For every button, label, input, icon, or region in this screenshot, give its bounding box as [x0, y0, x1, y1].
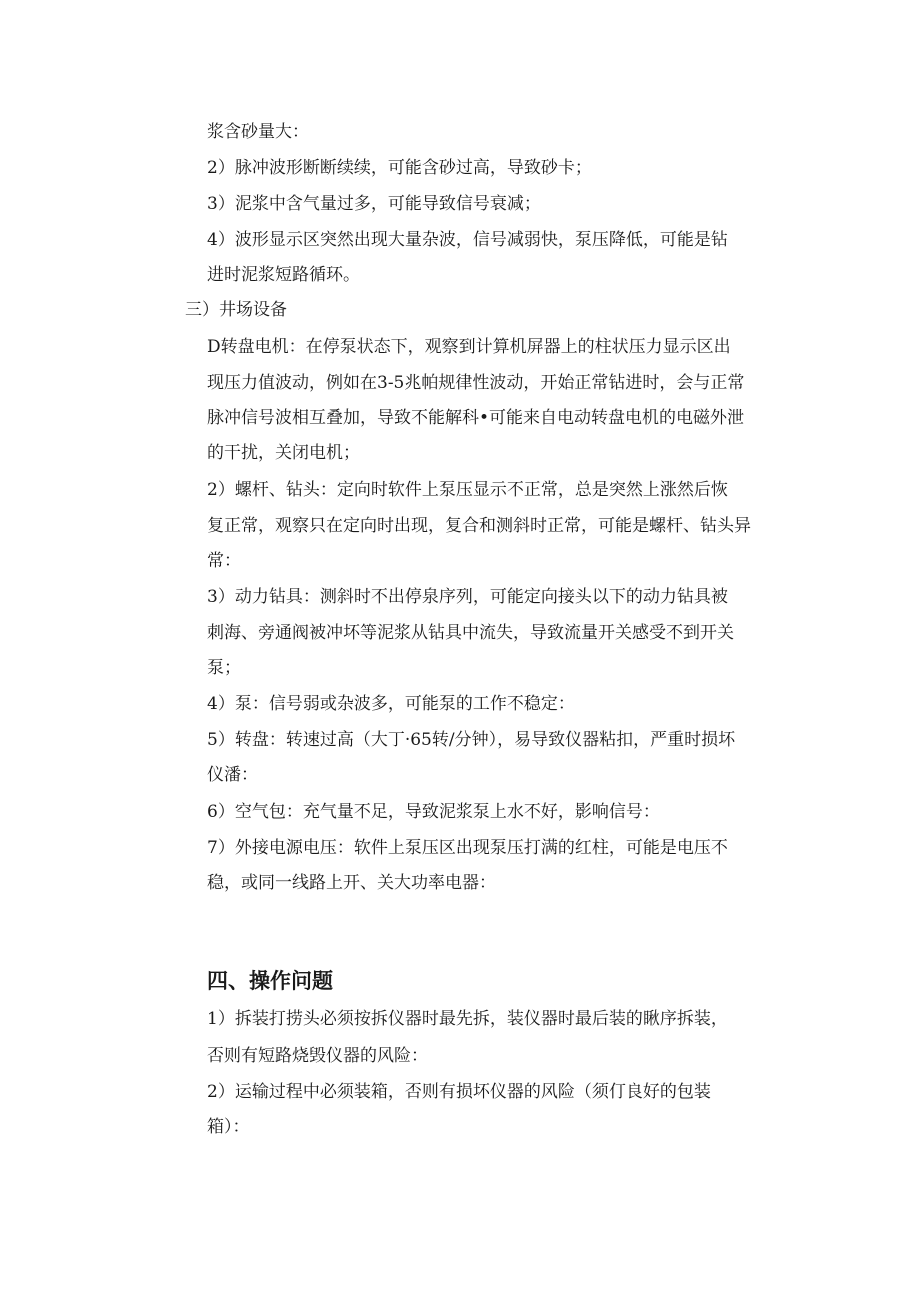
text-line: 6）空气包：充气量不足，导致泥浆泵上水不好，影响信号：: [207, 802, 660, 822]
text-line: 7）外接电源电压：软件上泵压区出现泵压打满的红柱，可能是电压不: [207, 838, 728, 858]
text-line: 2）脉冲波形断断续续，可能含砂过高，导致砂卡；: [207, 158, 592, 178]
text-line: 浆含砂量大：: [207, 122, 309, 142]
text-line: 仪潘：: [207, 765, 258, 785]
text-line: 现压力值波动，例如在3-5兆帕规律性波动，开始正常钻进时，会与正常: [207, 373, 745, 393]
text-line: 3）动力钻具：测斜时不出停泉序列，可能定向接头以下的动力钻具被: [207, 587, 728, 607]
text-line: D转盘电机：在停泵状态下，观察到计算机屏器上的柱状压力显示区出: [207, 337, 731, 357]
text-line: 复正常，观察只在定向时出现，复合和测斜时正常，可能是螺杆、钻头异: [207, 516, 751, 536]
text-line: 1）拆装打捞头必须按拆仪器时最先拆，装仪器时最后装的瞅序拆装，: [207, 1009, 728, 1029]
text-line: 箱）：: [207, 1117, 250, 1137]
text-line: 刺海、旁通阀被冲坏等泥浆从钻具中流失，导致流量开关感受不到开关: [207, 623, 734, 643]
text-line: 3）泥浆中含气量过多，可能导致信号衰减；: [207, 194, 541, 214]
text-line: 进时泥浆短路循环。: [207, 265, 360, 285]
text-line: 4）泵：信号弱或杂波多，可能泵的工作不稳定：: [207, 694, 575, 714]
text-line: 的干扰，关闭电机；: [207, 443, 360, 463]
section-heading: 四、操作问题: [207, 969, 333, 993]
text-line: 2）螺杆、钻头：定向时软件上泵压显示不正常，总是突然上涨然后恢: [207, 480, 728, 500]
text-line: 5）转盘：转速过高（大丁·65转/分钟），易导致仪器粘扣，严重时损坏: [207, 730, 736, 750]
text-line: 稳，或同一线路上开、关大功率电器：: [207, 873, 496, 893]
text-line: 常：: [207, 551, 241, 571]
text-line: 否则有短路烧毁仪器的风险：: [207, 1046, 428, 1066]
text-line: 泵；: [207, 658, 241, 678]
text-line: 脉冲信号波相互叠加，导致不能解科•可能来自电动转盘电机的电磁外泄: [207, 408, 745, 428]
text-line: 4）波形显示区突然出现大量杂波，信号减弱快，泵压降低，可能是钻: [207, 230, 728, 250]
subsection-title: 三）井场设备: [185, 300, 287, 320]
text-line: 2）运输过程中必须装箱，否则有损坏仪器的风险（须仃良好的包装: [207, 1082, 711, 1102]
